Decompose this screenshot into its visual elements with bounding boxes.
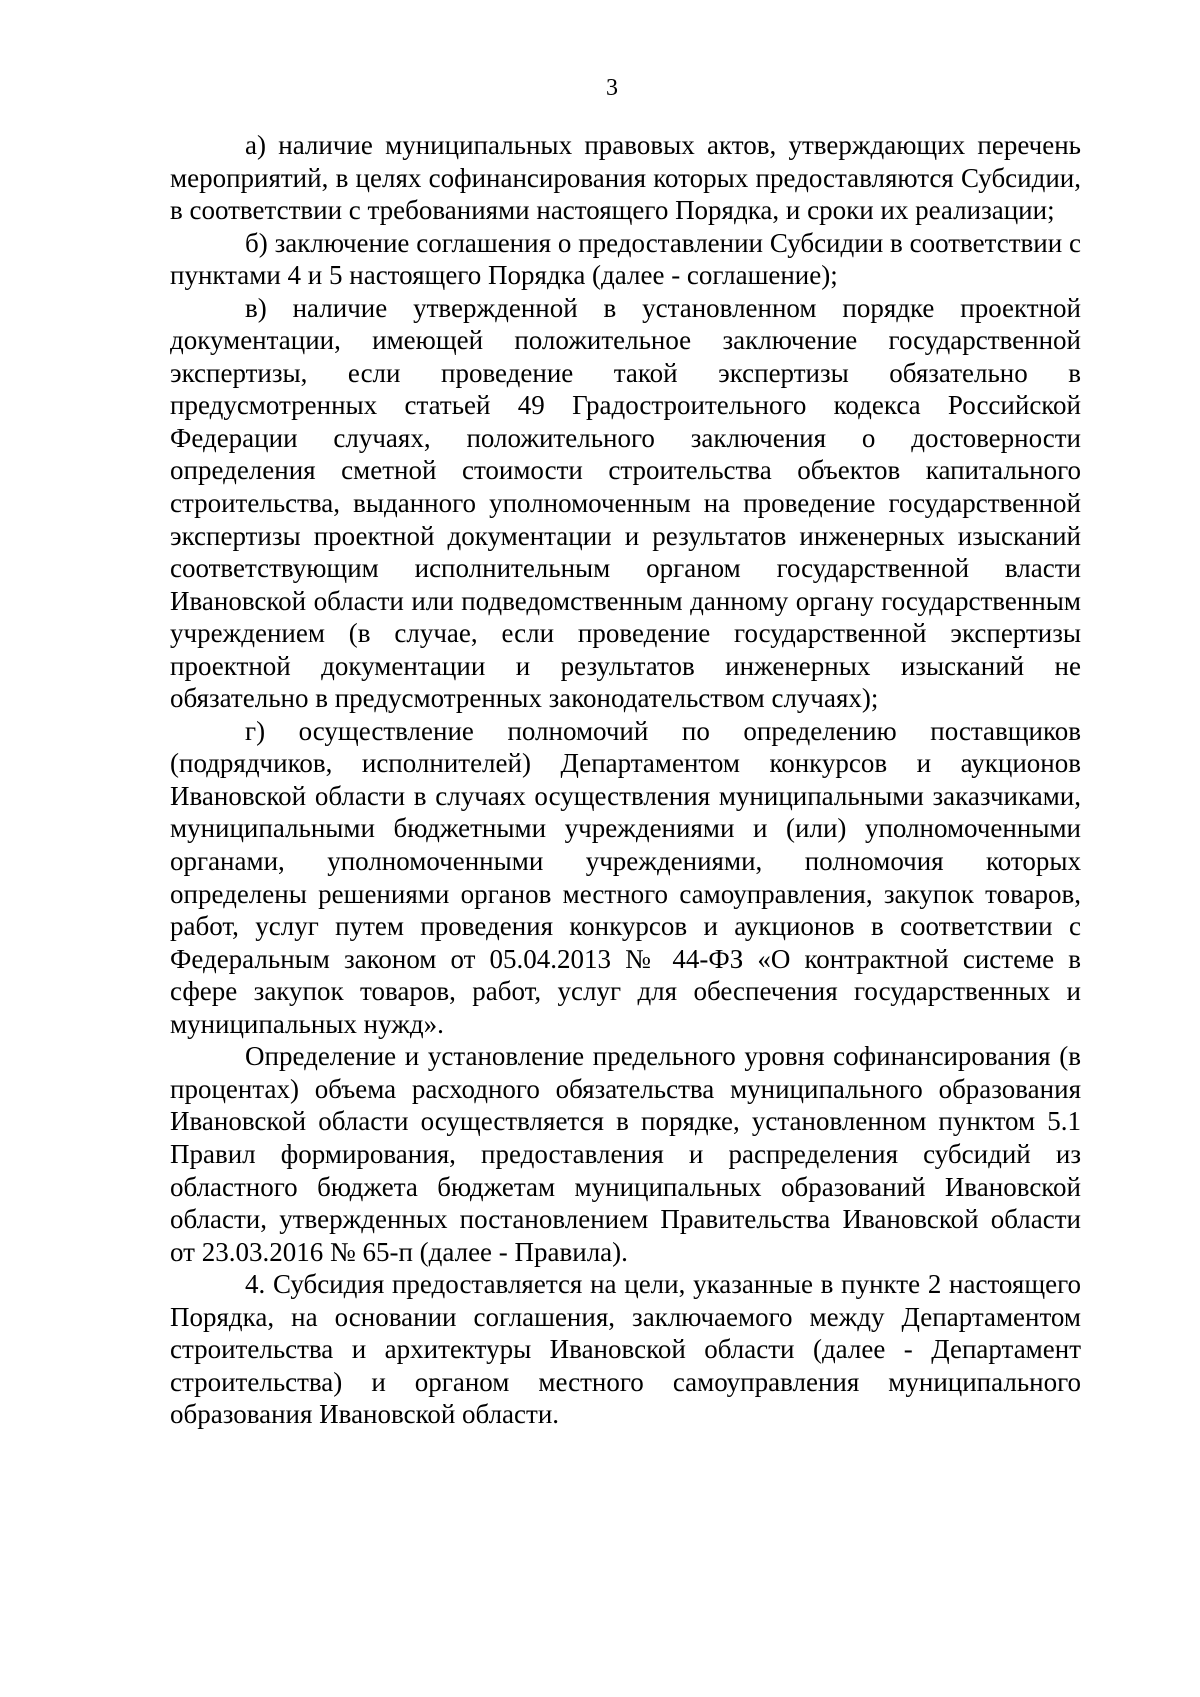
paragraph-item-b: б) заключение соглашения о предоставлении Субсидии в соответствии с пунктами 4 и 5 настоящего Порядка (далее - соглашение); (170, 227, 1081, 291)
paragraph-cofinancing-level: Определение и установление предельного уровня софинансирования (в процентах) объема расходного обязательства муниципального образования Ивановской области осуществляется в порядке, установленном пунктом 5.1 Правил формирования, предоставления и распределения субсидий из областного бюджета бюджетам муниципальных образований Ивановской области, утвержденных постановлением Правительства Ивановской области от 23.03.2016 № 65-п (далее - Правила). (170, 1041, 1081, 1267)
page-number: 3 (606, 75, 618, 101)
paragraph-point-4: 4. Субсидия предоставляется на цели, указанные в пункте 2 настоящего Порядка, на основании соглашения, заключаемого между Департаментом строительства и архитектуры Ивановской области (далее - Департамент строительства) и органом местного самоуправления муниципального образования Ивановской области. (170, 1269, 1081, 1430)
paragraph-item-v: в) наличие утвержденной в установленном порядке проектной документации, имеющей положительное заключение государственной экспертизы, если проведение такой экспертизы обязательно в предусмотренных статьей 49 Градостроительного кодекса Российской Федерации случаях, положительного заключения о достоверности определения сметной стоимости строительства объектов капитального строительства, выданного уполномоченным на проведение государственной экспертизы проектной документации и результатов инженерных изысканий соответствующим исполнительным органом государственной власти Ивановской области или подведомственным данному органу государственным учреждением (в случае, если проведение государственной экспертизы проектной документации и результатов инженерных изысканий не обязательно в предусмотренных законодательством случаях); (170, 292, 1081, 714)
document-body (170, 129, 1081, 1431)
paragraph-item-a: а) наличие муниципальных правовых актов, утверждающих перечень мероприятий, в целях софинансирования которых предоставляются Субсидии, в соответствии с требованиями настоящего Порядка, и сроки их реализации; (170, 130, 1081, 226)
paragraph-item-g: г) осуществление полномочий по определению поставщиков (подрядчиков, исполнителей) Департаментом конкурсов и аукционов Ивановской области в случаях осуществления муниципальными заказчиками, муниципальными бюджетными учреждениями и (или) уполномоченными органами, уполномоченными учреждениями, полномочия которых определены решениями органов местного самоуправления, закупок товаров, работ, услуг путем проведения конкурсов и аукционов в соответствии с Федеральным законом от 05.04.2013 № 44-ФЗ «О контрактной системе в сфере закупок товаров, работ, услуг для обеспечения государственных и муниципальных нужд». (170, 715, 1081, 1039)
